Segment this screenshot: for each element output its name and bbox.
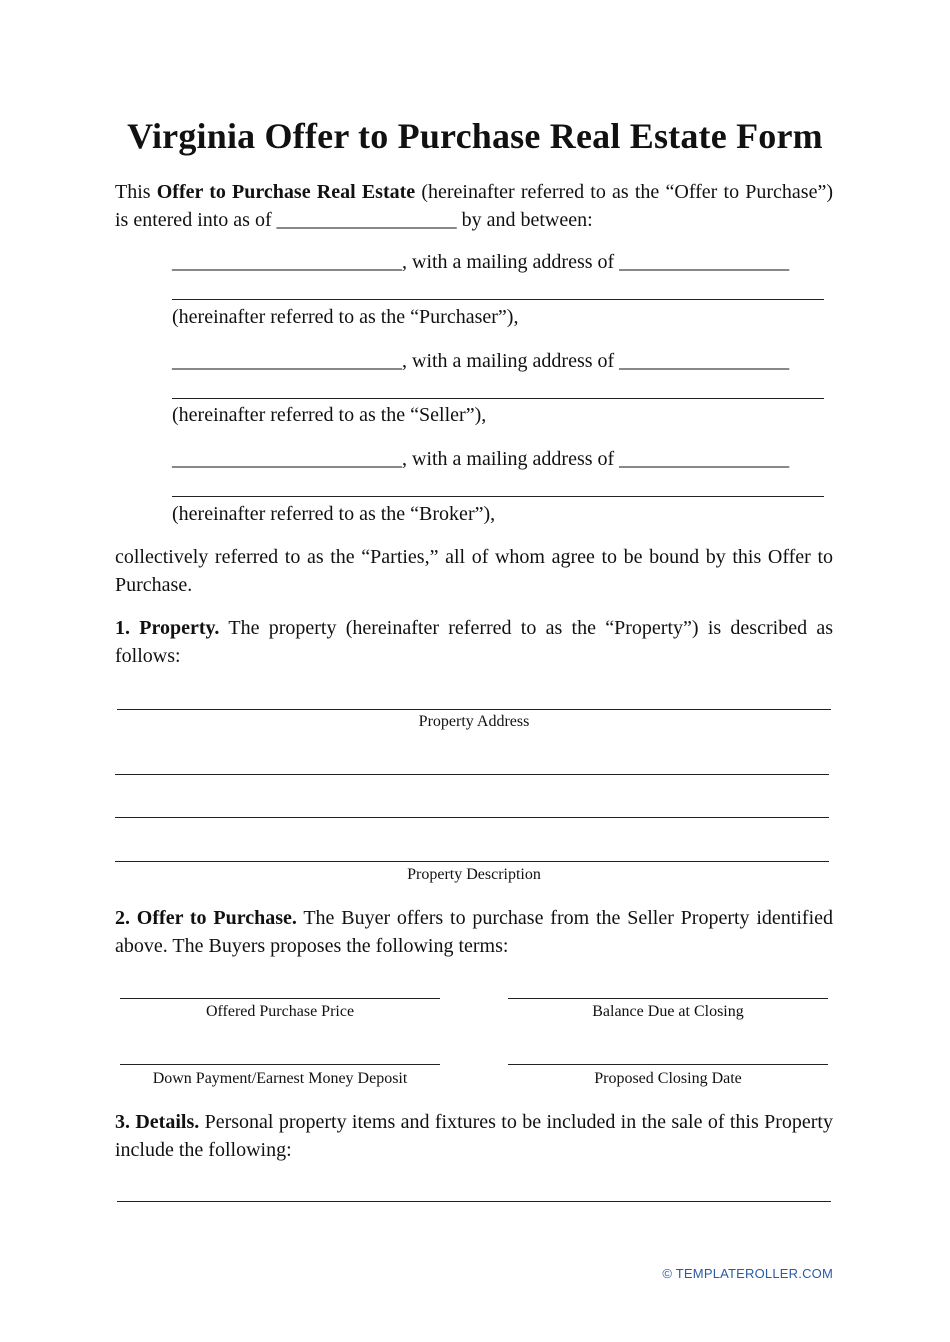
section-2-heading: 2. Offer to Purchase. — [115, 907, 297, 929]
seller-address-line — [172, 398, 824, 399]
property-description-caption: Property Description — [407, 866, 541, 883]
offered-price-caption: Offered Purchase Price — [205, 1003, 355, 1020]
down-payment-caption: Down Payment/Earnest Money Deposit — [152, 1070, 408, 1087]
section-1-heading: 1. Property. — [115, 617, 220, 639]
property-description-line-2 — [115, 817, 829, 818]
broker-role: (hereinafter referred to as the “Broker”), — [172, 503, 496, 525]
section-1-paragraph: 1. Property. The property (hereinafter referred to as the “Property”) is described as follows: — [115, 617, 833, 667]
section-3-heading: 3. Details. — [115, 1111, 200, 1133]
details-line — [117, 1201, 831, 1202]
seller-name-line: _______________________, with a mailing address of _________________ — [172, 350, 790, 372]
intro-bold-term: Offer to Purchase Real Estate — [156, 181, 416, 203]
intro-paragraph: This Offer to Purchase Real Estate (hereinafter referred to as the “Offer to Purchase”) is entered into as of __________________ by and between: — [115, 181, 833, 231]
closing-date-caption: Proposed Closing Date — [594, 1070, 742, 1087]
property-address-line — [117, 709, 831, 710]
offered-price-line — [120, 998, 440, 999]
document-title: Virginia Offer to Purchase Real Estate Form — [127, 116, 823, 156]
section-3-paragraph: 3. Details. Personal property items and fixtures to be included in the sale of this Property include the following: — [115, 1111, 833, 1161]
purchaser-name-line: _______________________, with a mailing address of _________________ — [172, 251, 790, 273]
seller-role: (hereinafter referred to as the “Seller”), — [172, 404, 487, 426]
purchaser-address-line — [172, 299, 824, 300]
section-2-paragraph: 2. Offer to Purchase. The Buyer offers to purchase from the Seller Property identified above. The Buyers proposes the following terms: — [115, 907, 834, 957]
property-description-line-1 — [115, 774, 829, 775]
broker-address-line — [172, 496, 824, 497]
balance-due-line — [508, 998, 828, 999]
closing-date-line — [508, 1064, 828, 1065]
purchaser-role: (hereinafter referred to as the “Purchaser”), — [172, 306, 519, 328]
footer-copyright: © TEMPLATEROLLER.COM — [662, 1266, 833, 1281]
broker-name-line: _______________________, with a mailing address of _________________ — [172, 448, 790, 470]
collectively-paragraph: collectively referred to as the “Parties,” all of whom agree to be bound by this Offer to Purchase. — [115, 546, 833, 596]
property-address-caption: Property Address — [418, 713, 530, 730]
balance-due-caption: Balance Due at Closing — [592, 1003, 744, 1020]
down-payment-line — [120, 1064, 440, 1065]
property-description-line-3 — [115, 861, 829, 862]
